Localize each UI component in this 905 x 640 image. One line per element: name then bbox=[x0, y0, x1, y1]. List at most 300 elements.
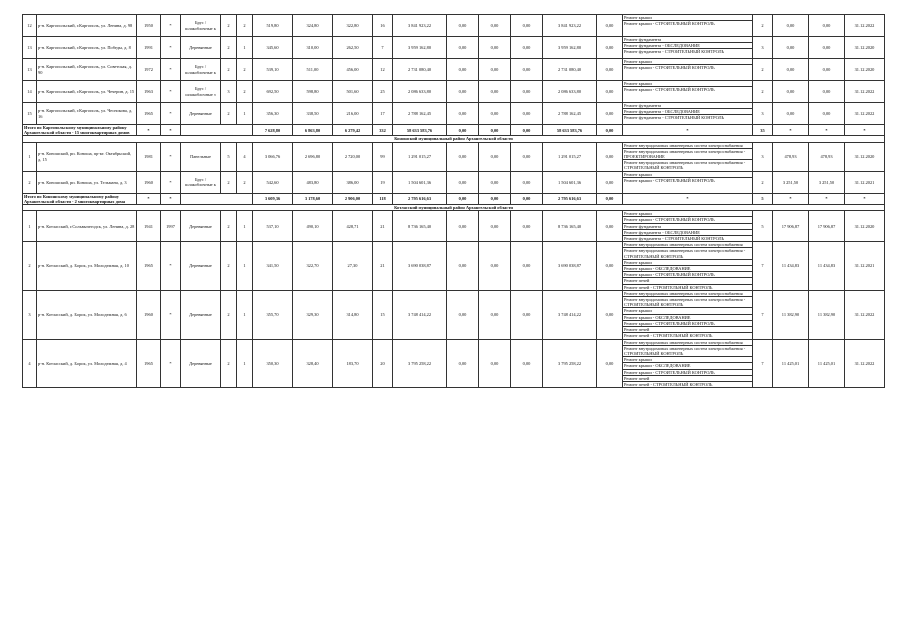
total-apartments-area-cell: 6 279,42 bbox=[333, 125, 373, 136]
municipal-funds-cell: 0,00 bbox=[511, 15, 543, 37]
total-blank-cell bbox=[181, 125, 253, 136]
total-other-funds-cell: 0,00 bbox=[597, 193, 623, 204]
works-count-cell: 2 bbox=[753, 81, 773, 103]
total-area-cell: 692,50 bbox=[253, 81, 293, 103]
federal-funds-cell: 0,00 bbox=[447, 103, 479, 125]
total-municipal-funds-cell: 0,00 bbox=[511, 125, 543, 136]
work-item: Ремонт фундамента - СТРОИТЕЛЬНЫЙ КОНТРОЛЬ bbox=[624, 236, 725, 242]
build-year-cell: 1972 bbox=[137, 59, 161, 81]
unit-cost-cell: 17 906,87 bbox=[773, 211, 809, 242]
total-works-cell: * bbox=[623, 125, 753, 136]
federal-funds-cell: 0,00 bbox=[447, 171, 479, 193]
build-year-cell: 1981 bbox=[137, 142, 161, 171]
apartments-area-cell: 216,00 bbox=[333, 103, 373, 125]
work-item: Ремонт внутридомовых инженерных систем электроснабжения - СТРОИТЕЛЬНЫЙ КОНТРОЛЬ bbox=[623, 297, 752, 308]
living-area-cell: 338,50 bbox=[293, 103, 333, 125]
total-cost-cell: 1 504 601,36 bbox=[393, 171, 447, 193]
federal-funds-cell: 0,00 bbox=[447, 211, 479, 242]
apartments-area-cell: 262,50 bbox=[333, 37, 373, 59]
section-title: Коношский муниципальный район Архангельской области bbox=[23, 136, 885, 142]
completion-date-cell: 31.12.2022 bbox=[845, 103, 885, 125]
municipal-funds-cell: 0,00 bbox=[511, 290, 543, 339]
federal-funds-cell: 0,00 bbox=[447, 339, 479, 388]
living-area-cell: 483,80 bbox=[293, 171, 333, 193]
entrances-cell: 1 bbox=[237, 103, 253, 125]
entrances-cell: 1 bbox=[237, 211, 253, 242]
owners-funds-cell: 8 736 165,40 bbox=[543, 211, 597, 242]
total-total-cost-cell: 58 633 583,76 bbox=[393, 125, 447, 136]
total-area-cell: 350,30 bbox=[253, 339, 293, 388]
work-item: Ремонт внутридомовых инженерных систем электроснабжения bbox=[623, 242, 752, 248]
limit-cost-cell: 0,00 bbox=[809, 15, 845, 37]
work-item: Ремонт внутридомовых инженерных систем электроснабжения bbox=[623, 143, 752, 149]
living-area-cell: 324,80 bbox=[293, 15, 333, 37]
work-item: Ремонт фундамента - ОБСЛЕДОВАНИЕ bbox=[623, 43, 752, 49]
work-item: Ремонт печей - СТРОИТЕЛЬНЫЙ КОНТРОЛЬ bbox=[624, 381, 713, 387]
works-list-cell bbox=[623, 242, 753, 291]
municipal-funds-cell: 0,00 bbox=[511, 59, 543, 81]
municipal-funds-cell: 0,00 bbox=[511, 142, 543, 171]
work-item: Ремонт крыши bbox=[623, 357, 752, 363]
owners-funds-cell: 1 504 601,36 bbox=[543, 171, 597, 193]
regional-funds-cell: 0,00 bbox=[479, 81, 511, 103]
living-area-cell: 2 696,80 bbox=[293, 142, 333, 171]
document-page bbox=[22, 14, 884, 388]
row-number: 13 bbox=[23, 37, 37, 59]
residents-cell: 99 bbox=[373, 142, 393, 171]
row-number: 3 bbox=[23, 290, 37, 339]
residents-cell: 16 bbox=[373, 15, 393, 37]
federal-funds-cell: 0,00 bbox=[447, 37, 479, 59]
wall-material-cell: Брус / шлакоблочные з bbox=[181, 81, 221, 103]
row-number: 14 bbox=[23, 81, 37, 103]
other-funds-cell: 0,00 bbox=[597, 103, 623, 125]
total-living-area-cell: 6 863,80 bbox=[293, 125, 333, 136]
owners-funds-cell: 2 788 162,45 bbox=[543, 103, 597, 125]
total-works-cell: * bbox=[623, 193, 753, 204]
works-list-cell bbox=[623, 290, 753, 339]
total-area-cell: 341,50 bbox=[253, 242, 293, 291]
floors-cell: 2 bbox=[221, 242, 237, 291]
address-cell: р-н. Коношский, рп. Коноша, ул. Тельмана, д. 3 bbox=[37, 171, 137, 193]
total-cost-cell: 3 795 258,22 bbox=[393, 339, 447, 388]
total-area-cell: 537,10 bbox=[253, 211, 293, 242]
apartments-area-cell: 322,80 bbox=[333, 15, 373, 37]
limit-cost-cell: 11 382,90 bbox=[809, 290, 845, 339]
table-row bbox=[23, 103, 885, 125]
completion-date-cell: 31.12.2022 bbox=[845, 81, 885, 103]
work-item: Ремонт фундамента - СТРОИТЕЛЬНЫЙ КОНТРОЛЬ bbox=[624, 49, 725, 55]
entrances-cell: 1 bbox=[237, 242, 253, 291]
work-item: Ремонт крыши - ОБСЛЕДОВАНИЕ bbox=[623, 266, 752, 272]
table-row bbox=[23, 290, 885, 339]
regional-funds-cell: 0,00 bbox=[479, 142, 511, 171]
federal-funds-cell: 0,00 bbox=[447, 290, 479, 339]
total-total-area-cell: 7 628,80 bbox=[253, 125, 293, 136]
living-area-cell: 322,70 bbox=[293, 242, 333, 291]
floors-cell: 2 bbox=[221, 211, 237, 242]
total-reconstruction-year-cell: * bbox=[161, 193, 181, 204]
works-count-cell: 7 bbox=[753, 339, 773, 388]
works-list-cell bbox=[623, 15, 753, 37]
regional-funds-cell: 0,00 bbox=[479, 59, 511, 81]
unit-cost-cell: 478,93 bbox=[773, 142, 809, 171]
address-cell: р-н. Каргопольский, г.Каргополь, ул. Победы, д. 8 bbox=[37, 37, 137, 59]
reconstruction-year-cell: * bbox=[161, 81, 181, 103]
owners-funds-cell: 3 748 414,22 bbox=[543, 290, 597, 339]
work-item: Ремонт печей bbox=[623, 376, 752, 382]
floors-cell: 3 bbox=[221, 81, 237, 103]
municipal-funds-cell: 0,00 bbox=[511, 339, 543, 388]
entrances-cell: 4 bbox=[237, 142, 253, 171]
work-item: Ремонт крыши - ОБСЛЕДОВАНИЕ bbox=[623, 315, 752, 321]
entrances-cell: 2 bbox=[237, 81, 253, 103]
work-item: Ремонт крыши - СТРОИТЕЛЬНЫЙ КОНТРОЛЬ bbox=[623, 370, 752, 376]
other-funds-cell: 0,00 bbox=[597, 142, 623, 171]
total-reconstruction-year-cell: * bbox=[161, 125, 181, 136]
unit-cost-cell: 0,00 bbox=[773, 103, 809, 125]
living-area-cell: 310,00 bbox=[293, 37, 333, 59]
federal-funds-cell: 0,00 bbox=[447, 81, 479, 103]
wall-material-cell: Деревянные bbox=[181, 37, 221, 59]
work-item: Ремонт крыши - СТРОИТЕЛЬНЫЙ КОНТРОЛЬ bbox=[623, 272, 752, 278]
works-count-cell: 5 bbox=[753, 211, 773, 242]
work-item: Ремонт крыши bbox=[623, 211, 752, 217]
regional-funds-cell: 0,00 bbox=[479, 171, 511, 193]
reconstruction-year-cell: * bbox=[161, 103, 181, 125]
wall-material-cell: Деревянные bbox=[181, 339, 221, 388]
federal-funds-cell: 0,00 bbox=[447, 242, 479, 291]
work-item: Ремонт крыши - СТРОИТЕЛЬНЫЙ КОНТРОЛЬ bbox=[624, 177, 715, 183]
floors-cell: 2 bbox=[221, 171, 237, 193]
work-item: Ремонт крыши - СТРОИТЕЛЬНЫЙ КОНТРОЛЬ bbox=[624, 87, 715, 93]
unit-cost-cell: 11 434,83 bbox=[773, 242, 809, 291]
address-cell: р-н. Каргопольский, г.Каргополь, ул. Чечерин, д. 15 bbox=[37, 81, 137, 103]
work-item: Ремонт печей - СТРОИТЕЛЬНЫЙ КОНТРОЛЬ bbox=[624, 284, 713, 290]
reconstruction-year-cell: * bbox=[161, 142, 181, 171]
residents-cell: 20 bbox=[373, 339, 393, 388]
regional-funds-cell: 0,00 bbox=[479, 103, 511, 125]
wall-material-cell: Деревянные bbox=[181, 242, 221, 291]
total-cost-cell: 3 690 038,87 bbox=[393, 242, 447, 291]
reconstruction-year-cell: * bbox=[161, 171, 181, 193]
total-living-area-cell: 3 178,60 bbox=[293, 193, 333, 204]
owners-funds-cell: 3 690 038,87 bbox=[543, 242, 597, 291]
row-number: 2 bbox=[23, 171, 37, 193]
owners-funds-cell: 2 086 633,80 bbox=[543, 81, 597, 103]
build-year-cell: 1960 bbox=[137, 171, 161, 193]
total-federal-funds-cell: 0,00 bbox=[447, 193, 479, 204]
table-row bbox=[23, 242, 885, 291]
total-municipal-funds-cell: 0,00 bbox=[511, 193, 543, 204]
total-limit-cost-cell: * bbox=[809, 125, 845, 136]
reconstruction-year-cell: * bbox=[161, 339, 181, 388]
floors-cell: 2 bbox=[221, 15, 237, 37]
reconstruction-year-cell: * bbox=[161, 290, 181, 339]
total-row bbox=[23, 193, 885, 204]
wall-material-cell: Брус / шлакоблочные к bbox=[181, 171, 221, 193]
total-cost-cell: 2 788 162,45 bbox=[393, 103, 447, 125]
floors-cell: 2 bbox=[221, 37, 237, 59]
section-title: Котласский муниципальный район Архангельской области bbox=[23, 205, 885, 211]
municipal-funds-cell: 0,00 bbox=[511, 242, 543, 291]
federal-funds-cell: 0,00 bbox=[447, 59, 479, 81]
entrances-cell: 2 bbox=[237, 15, 253, 37]
row-number: 1 bbox=[23, 142, 37, 171]
wall-material-cell: Брус / шлакоблочные к bbox=[181, 15, 221, 37]
work-item: Ремонт крыши - СТРОИТЕЛЬНЫЙ КОНТРОЛЬ bbox=[623, 321, 752, 327]
address-cell: р-н. Котласский, д. Борок, ул. Молодежная, д. 10 bbox=[37, 242, 137, 291]
municipal-funds-cell: 0,00 bbox=[511, 81, 543, 103]
total-owners-funds-cell: 58 633 583,76 bbox=[543, 125, 597, 136]
municipal-funds-cell: 0,00 bbox=[511, 211, 543, 242]
address-cell: р-н. Каргопольский, г.Каргополь, ул. Ленина, д. 98 bbox=[37, 15, 137, 37]
total-cost-cell: 2 086 633,80 bbox=[393, 81, 447, 103]
limit-cost-cell: 0,00 bbox=[809, 37, 845, 59]
total-area-cell: 542,60 bbox=[253, 171, 293, 193]
address-cell: р-н. Котласский, д. Борок, ул. Молодежная, д. 6 bbox=[37, 290, 137, 339]
work-item: Ремонт крыши bbox=[623, 81, 752, 87]
limit-cost-cell: 3 251,50 bbox=[809, 171, 845, 193]
limit-cost-cell: 478,93 bbox=[809, 142, 845, 171]
residents-cell: 19 bbox=[373, 171, 393, 193]
apartments-area-cell: 27,30 bbox=[333, 242, 373, 291]
build-year-cell: 1960 bbox=[137, 290, 161, 339]
owners-funds-cell: 1 291 015,27 bbox=[543, 142, 597, 171]
address-cell: р-н. Коношский, рп. Коноша, пр-кт. Октябрьский, д. 15 bbox=[37, 142, 137, 171]
work-item: Ремонт печей bbox=[623, 278, 752, 284]
living-area-cell: 490,10 bbox=[293, 211, 333, 242]
total-cost-cell: 2 731 080,40 bbox=[393, 59, 447, 81]
unit-cost-cell: 0,00 bbox=[773, 37, 809, 59]
total-area-cell: 356,30 bbox=[253, 103, 293, 125]
work-item: Ремонт фундамента - ОБСЛЕДОВАНИЕ bbox=[623, 109, 752, 115]
completion-date-cell: 31.12.2020 bbox=[845, 59, 885, 81]
total-works-count-cell: 5 bbox=[753, 193, 773, 204]
completion-date-cell: 31.12.2020 bbox=[845, 142, 885, 171]
table-row bbox=[23, 142, 885, 171]
row-number: 2 bbox=[23, 242, 37, 291]
works-list-cell bbox=[623, 171, 753, 193]
row-number: 15 bbox=[23, 103, 37, 125]
address-cell: р-н. Каргопольский, г.Каргополь, ул. Советская, д. 90 bbox=[37, 59, 137, 81]
work-item: Ремонт печей bbox=[623, 327, 752, 333]
table-row bbox=[23, 339, 885, 388]
unit-cost-cell: 0,00 bbox=[773, 59, 809, 81]
residents-cell: 17 bbox=[373, 103, 393, 125]
floors-cell: 2 bbox=[221, 103, 237, 125]
municipal-funds-cell: 0,00 bbox=[511, 171, 543, 193]
works-count-cell: 2 bbox=[753, 15, 773, 37]
build-year-cell: 1965 bbox=[137, 339, 161, 388]
work-item: Ремонт крыши bbox=[623, 308, 752, 314]
residents-cell: 21 bbox=[373, 211, 393, 242]
floors-cell: 2 bbox=[221, 59, 237, 81]
floors-cell: 2 bbox=[221, 339, 237, 388]
works-list-cell bbox=[623, 211, 753, 242]
limit-cost-cell: 0,00 bbox=[809, 103, 845, 125]
unit-cost-cell: 0,00 bbox=[773, 15, 809, 37]
work-item: Ремонт печей - СТРОИТЕЛЬНЫЙ КОНТРОЛЬ bbox=[624, 333, 713, 339]
total-works-count-cell: 35 bbox=[753, 125, 773, 136]
regional-funds-cell: 0,00 bbox=[479, 37, 511, 59]
works-list-cell bbox=[623, 142, 753, 171]
unit-cost-cell: 0,00 bbox=[773, 81, 809, 103]
wall-material-cell: Деревянные bbox=[181, 290, 221, 339]
build-year-cell: 1991 bbox=[137, 37, 161, 59]
municipal-funds-cell: 0,00 bbox=[511, 103, 543, 125]
work-item: Ремонт крыши - СТРОИТЕЛЬНЫЙ КОНТРОЛЬ bbox=[623, 217, 752, 223]
other-funds-cell: 0,00 bbox=[597, 171, 623, 193]
wall-material-cell: Деревянные bbox=[181, 103, 221, 125]
total-area-cell: 539,10 bbox=[253, 59, 293, 81]
apartments-area-cell: 428,71 bbox=[333, 211, 373, 242]
work-item: Ремонт крыши - СТРОИТЕЛЬНЫЙ КОНТРОЛЬ bbox=[624, 65, 715, 71]
reconstruction-year-cell: * bbox=[161, 59, 181, 81]
owners-funds-cell: 2 731 080,40 bbox=[543, 59, 597, 81]
works-list-cell bbox=[623, 103, 753, 125]
apartments-area-cell: 314,80 bbox=[333, 290, 373, 339]
entrances-cell: 1 bbox=[237, 290, 253, 339]
regional-funds-cell: 0,00 bbox=[479, 211, 511, 242]
work-item: Ремонт крыши bbox=[623, 260, 752, 266]
work-item: Ремонт фундамента - ОБСЛЕДОВАНИЕ bbox=[623, 230, 752, 236]
works-count-cell: 7 bbox=[753, 242, 773, 291]
total-area-cell: 345,60 bbox=[253, 37, 293, 59]
wall-material-cell: Панельные bbox=[181, 142, 221, 171]
apartments-area-cell: 386,00 bbox=[333, 171, 373, 193]
total-federal-funds-cell: 0,00 bbox=[447, 125, 479, 136]
completion-date-cell: 31.12.2021 bbox=[845, 242, 885, 291]
build-year-cell: 1965 bbox=[137, 242, 161, 291]
completion-date-cell: 31.12.2022 bbox=[845, 15, 885, 37]
total-regional-funds-cell: 0,00 bbox=[479, 193, 511, 204]
completion-date-cell: 31.12.2022 bbox=[845, 339, 885, 388]
total-apartments-area-cell: 2 906,00 bbox=[333, 193, 373, 204]
limit-cost-cell: 11 434,83 bbox=[809, 242, 845, 291]
total-area-cell: 355,70 bbox=[253, 290, 293, 339]
total-other-funds-cell: 0,00 bbox=[597, 125, 623, 136]
total-total-cost-cell: 2 795 616,63 bbox=[393, 193, 447, 204]
apartments-area-cell: 501,60 bbox=[333, 81, 373, 103]
work-item: Ремонт крыши bbox=[623, 59, 752, 65]
other-funds-cell: 0,00 bbox=[597, 339, 623, 388]
apartments-area-cell: 456,00 bbox=[333, 59, 373, 81]
total-unit-cost-cell: * bbox=[773, 125, 809, 136]
total-completion-date-cell: * bbox=[845, 125, 885, 136]
owners-funds-cell: 3 795 258,22 bbox=[543, 339, 597, 388]
total-residents-cell: 118 bbox=[373, 193, 393, 204]
regional-funds-cell: 0,00 bbox=[479, 242, 511, 291]
work-item: Ремонт внутридомовых инженерных систем электроснабжения - СТРОИТЕЛЬНЫЙ КОНТРОЛЬ bbox=[624, 160, 746, 171]
limit-cost-cell: 11 425,01 bbox=[809, 339, 845, 388]
living-area-cell: 328,40 bbox=[293, 339, 333, 388]
total-residents-cell: 332 bbox=[373, 125, 393, 136]
work-item: Ремонт внутридомовых инженерных систем электроснабжения bbox=[623, 340, 752, 346]
unit-cost-cell: 11 382,90 bbox=[773, 290, 809, 339]
reconstruction-year-cell: * bbox=[161, 37, 181, 59]
other-funds-cell: 0,00 bbox=[597, 81, 623, 103]
works-count-cell: 3 bbox=[753, 142, 773, 171]
total-completion-date-cell: * bbox=[845, 193, 885, 204]
completion-date-cell: 31.12.2020 bbox=[845, 37, 885, 59]
work-item: Ремонт крыши bbox=[623, 172, 752, 178]
work-item: Ремонт фундамента - СТРОИТЕЛЬНЫЙ КОНТРОЛЬ bbox=[624, 115, 725, 121]
limit-cost-cell: 17 906,87 bbox=[809, 211, 845, 242]
apartments-area-cell: 2 720,00 bbox=[333, 142, 373, 171]
address-cell: р-н. Каргопольский, г.Каргополь, ул. Чеснокова, д. 16 bbox=[37, 103, 137, 125]
regional-funds-cell: 0,00 bbox=[479, 290, 511, 339]
work-item: Ремонт фундамента bbox=[623, 37, 752, 43]
completion-date-cell: 31.12.2022 bbox=[845, 290, 885, 339]
row-number: 4 bbox=[23, 339, 37, 388]
total-regional-funds-cell: 0,00 bbox=[479, 125, 511, 136]
works-count-cell: 2 bbox=[753, 59, 773, 81]
total-build-year-cell: * bbox=[137, 125, 161, 136]
build-year-cell: 1950 bbox=[137, 15, 161, 37]
total-cost-cell: 8 736 165,40 bbox=[393, 211, 447, 242]
federal-funds-cell: 0,00 bbox=[447, 142, 479, 171]
work-item: Ремонт крыши - ОБСЛЕДОВАНИЕ bbox=[623, 363, 752, 369]
reconstruction-year-cell: * bbox=[161, 15, 181, 37]
reconstruction-year-cell: 1997 bbox=[161, 211, 181, 242]
apartments-area-cell: 183,70 bbox=[333, 339, 373, 388]
table-row bbox=[23, 81, 885, 103]
total-cost-cell: 1 291 015,27 bbox=[393, 142, 447, 171]
other-funds-cell: 0,00 bbox=[597, 211, 623, 242]
row-number: 13 bbox=[23, 59, 37, 81]
entrances-cell: 2 bbox=[237, 59, 253, 81]
total-cost-cell: 3 748 414,22 bbox=[393, 290, 447, 339]
living-area-cell: 598,80 bbox=[293, 81, 333, 103]
work-item: Ремонт крыши bbox=[623, 15, 752, 21]
completion-date-cell: 31.12.2021 bbox=[845, 171, 885, 193]
residents-cell: 12 bbox=[373, 59, 393, 81]
works-list-cell bbox=[623, 339, 753, 388]
other-funds-cell: 0,00 bbox=[597, 242, 623, 291]
works-list-cell bbox=[623, 37, 753, 59]
table-row bbox=[23, 59, 885, 81]
build-year-cell: 1963 bbox=[137, 81, 161, 103]
owners-funds-cell: 3 841 923,22 bbox=[543, 15, 597, 37]
residents-cell: 7 bbox=[373, 37, 393, 59]
total-cost-cell: 3 841 923,22 bbox=[393, 15, 447, 37]
total-blank-cell bbox=[181, 193, 253, 204]
other-funds-cell: 0,00 bbox=[597, 15, 623, 37]
total-label: Итого по Каргопольскому муниципальному району Архангельской области - 15 многоквартирных домов bbox=[23, 125, 137, 136]
wall-material-cell: Деревянные bbox=[181, 211, 221, 242]
total-row bbox=[23, 125, 885, 136]
total-owners-funds-cell: 2 795 616,63 bbox=[543, 193, 597, 204]
unit-cost-cell: 11 425,01 bbox=[773, 339, 809, 388]
entrances-cell: 1 bbox=[237, 37, 253, 59]
works-count-cell: 2 bbox=[753, 171, 773, 193]
owners-funds-cell: 3 959 162,80 bbox=[543, 37, 597, 59]
floors-cell: 5 bbox=[221, 142, 237, 171]
works-count-cell: 3 bbox=[753, 37, 773, 59]
entrances-cell: 2 bbox=[237, 171, 253, 193]
work-item: Ремонт фундамента bbox=[623, 103, 752, 109]
regional-funds-cell: 0,00 bbox=[479, 339, 511, 388]
limit-cost-cell: 0,00 bbox=[809, 59, 845, 81]
other-funds-cell: 0,00 bbox=[597, 37, 623, 59]
total-unit-cost-cell: * bbox=[773, 193, 809, 204]
work-item: Ремонт крыши - СТРОИТЕЛЬНЫЙ КОНТРОЛЬ bbox=[624, 21, 715, 27]
work-item: Ремонт внутридомовых инженерных систем электроснабжения - СТРОИТЕЛЬНЫЙ КОНТРОЛЬ bbox=[623, 346, 752, 357]
row-number: 1 bbox=[23, 211, 37, 242]
table-row bbox=[23, 171, 885, 193]
regional-funds-cell: 0,00 bbox=[479, 15, 511, 37]
